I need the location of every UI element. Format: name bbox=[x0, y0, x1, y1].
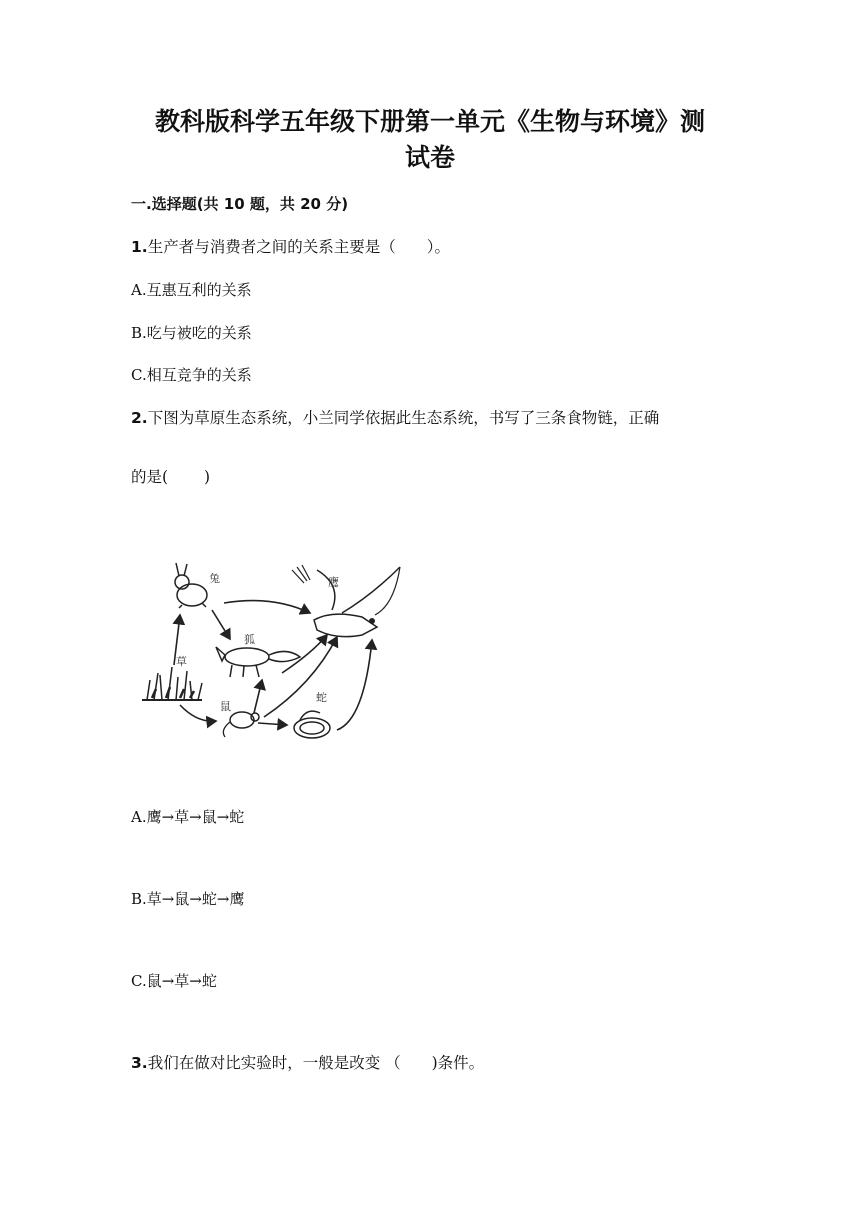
section-heading: 一.选择题(共 10 题，共 20 分) bbox=[131, 195, 349, 213]
question-1 bbox=[131, 236, 450, 258]
food-web-figure bbox=[132, 555, 422, 750]
snake-label: 蛇 bbox=[316, 691, 327, 704]
question-text: 我们在做对比实验时，一般是改变 （ )条件。 bbox=[147, 1054, 485, 1072]
fox-icon bbox=[216, 647, 300, 677]
question-2 bbox=[131, 407, 659, 429]
question-2-option-c: C.鼠→草→蛇 bbox=[131, 972, 217, 990]
eagle-label: 鹰 bbox=[328, 576, 339, 589]
question-text: 生产者与消费者之间的关系主要是（ ）。 bbox=[147, 238, 450, 256]
snake-icon bbox=[294, 711, 330, 738]
question-2-text-continued: 的是( ) bbox=[131, 468, 211, 486]
question-3 bbox=[131, 1052, 484, 1074]
doc-title-line-1: 教科版科学五年级下册第一单元《生物与环境》测 bbox=[154, 107, 705, 136]
grass-label: 草 bbox=[176, 655, 187, 668]
question-1-option-a: A.互惠互利的关系 bbox=[131, 281, 252, 299]
question-number: 2. bbox=[131, 409, 148, 427]
question-2-option-a: A.鹰→草→鼠→蛇 bbox=[131, 808, 245, 826]
question-1-option-b: B.吃与被吃的关系 bbox=[131, 324, 252, 342]
eagle-icon bbox=[292, 565, 400, 637]
doc-title-line-2: 试卷 bbox=[404, 143, 455, 172]
food-web-arrows bbox=[174, 601, 372, 730]
fox-label: 狐 bbox=[244, 633, 255, 646]
mouse-label: 鼠 bbox=[220, 700, 231, 713]
question-text: 下图为草原生态系统，小兰同学依据此生态系统，书写了三条食物链，正确 bbox=[147, 409, 660, 427]
rabbit-label: 兔 bbox=[209, 572, 220, 585]
question-1-option-c: C.相互竞争的关系 bbox=[131, 366, 252, 384]
question-number: 1. bbox=[131, 238, 148, 256]
rabbit-icon bbox=[175, 563, 207, 608]
question-number: 3. bbox=[131, 1054, 148, 1072]
grass-icon bbox=[142, 667, 202, 700]
mouse-icon bbox=[223, 712, 259, 737]
question-2-option-b: B.草→鼠→蛇→鹰 bbox=[131, 890, 245, 908]
